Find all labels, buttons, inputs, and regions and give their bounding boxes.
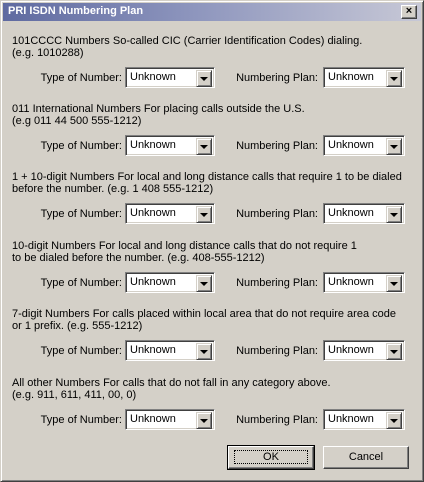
type-of-number-select[interactable] [125, 135, 215, 156]
selected-value: Unknown [130, 71, 176, 83]
section-description: 011 International Numbers For placing calls outside the U.S. (e.g 011 44 500 555-1212) [12, 103, 305, 127]
section-description: 1 + 10-digit Numbers For local and long distance calls that require 1 to be dialed before the number. (e.g. 1 408 555-1212) [12, 171, 402, 195]
dropdown-arrow-icon[interactable] [386, 70, 402, 87]
cancel-button-label: Cancel [348, 451, 384, 463]
selected-value: Unknown [130, 344, 176, 356]
window-title: PRI ISDN Numbering Plan [8, 5, 144, 17]
selected-value: Unknown [328, 71, 374, 83]
type-of-number-label: Type of Number: [40, 345, 122, 357]
type-of-number-label: Type of Number: [40, 277, 122, 289]
selected-value: Unknown [328, 207, 374, 219]
dropdown-arrow-icon[interactable] [386, 412, 402, 429]
section-description: 101CCCC Numbers So-called CIC (Carrier Identification Codes) dialing. (e.g. 1010288) [12, 35, 363, 59]
type-of-number-select[interactable] [125, 340, 215, 361]
type-of-number-label: Type of Number: [40, 140, 122, 152]
numbering-plan-label: Numbering Plan: [236, 140, 318, 152]
selected-value: Unknown [328, 344, 374, 356]
dropdown-arrow-icon[interactable] [386, 343, 402, 360]
close-button[interactable]: × [401, 5, 417, 19]
selected-value: Unknown [130, 413, 176, 425]
dropdown-arrow-icon[interactable] [386, 138, 402, 155]
numbering-plan-select[interactable] [323, 135, 405, 156]
type-of-number-select[interactable] [125, 203, 215, 224]
selected-value: Unknown [130, 207, 176, 219]
numbering-plan-label: Numbering Plan: [236, 414, 318, 426]
numbering-plan-label: Numbering Plan: [236, 277, 318, 289]
dropdown-arrow-icon[interactable] [196, 70, 212, 87]
dropdown-arrow-icon[interactable] [196, 275, 212, 292]
type-of-number-select[interactable] [125, 272, 215, 293]
section-description: 10-digit Numbers For local and long distance calls that do not require 1 to be dialed before the number. (e.g. 408-555-1212) [12, 240, 357, 264]
type-of-number-select[interactable] [125, 67, 215, 88]
numbering-plan-select[interactable] [323, 272, 405, 293]
numbering-plan-select[interactable] [323, 67, 405, 88]
ok-button-label: OK [234, 450, 308, 464]
numbering-plan-select[interactable] [323, 203, 405, 224]
numbering-plan-select[interactable] [323, 409, 405, 430]
dropdown-arrow-icon[interactable] [196, 206, 212, 223]
selected-value: Unknown [328, 139, 374, 151]
selected-value: Unknown [328, 413, 374, 425]
selected-value: Unknown [328, 276, 374, 288]
dropdown-arrow-icon[interactable] [386, 206, 402, 223]
type-of-number-label: Type of Number: [40, 72, 122, 84]
type-of-number-label: Type of Number: [40, 414, 122, 426]
numbering-plan-label: Numbering Plan: [236, 208, 318, 220]
type-of-number-label: Type of Number: [40, 208, 122, 220]
dropdown-arrow-icon[interactable] [196, 138, 212, 155]
title-bar[interactable] [3, 3, 421, 21]
type-of-number-select[interactable] [125, 409, 215, 430]
numbering-plan-label: Numbering Plan: [236, 345, 318, 357]
section-description: All other Numbers For calls that do not fall in any category above. (e.g. 911, 611, 411, 00, 0) [12, 377, 331, 401]
numbering-plan-label: Numbering Plan: [236, 72, 318, 84]
selected-value: Unknown [130, 276, 176, 288]
ok-button[interactable] [228, 446, 314, 469]
dropdown-arrow-icon[interactable] [196, 412, 212, 429]
numbering-plan-select[interactable] [323, 340, 405, 361]
section-description: 7-digit Numbers For calls placed within local area that do not require area code or 1 prefix. (e.g. 555-1212) [12, 308, 396, 332]
dropdown-arrow-icon[interactable] [386, 275, 402, 292]
dropdown-arrow-icon[interactable] [196, 343, 212, 360]
cancel-button[interactable] [323, 446, 409, 469]
selected-value: Unknown [130, 139, 176, 151]
